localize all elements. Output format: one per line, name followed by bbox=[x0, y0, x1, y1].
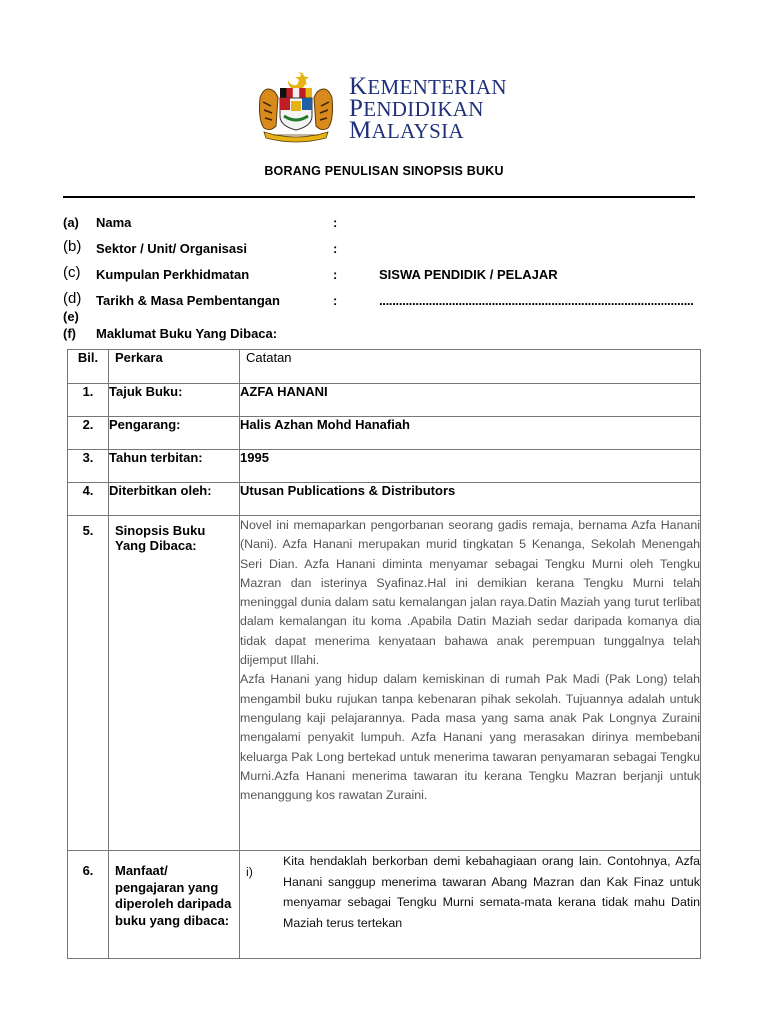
benefit-paragraph: Kita hendaklah berkorban demi kebahagiaan orang lain. Contohnya, Azfa Hanani sanggup menerima tawaran Abang Mazran dan Kak Finaz untuk menyamar sebagai Tengku Murni semata-mata kerana tidak mahu Datin Maziah terus tertekan bbox=[283, 854, 700, 930]
malaysia-coat-of-arms-icon bbox=[254, 68, 338, 144]
field-colon: : bbox=[333, 241, 338, 256]
synopsis-paragraph: Azfa Hanani yang hidup dalam kemiskinan di rumah Pak Madi (Pak Long) telah mengambil buku rujukan tanpa kebenaran pihak sekolah. Tujuannya adalah untuk mengulang kaji pelajarannya. Pada masa yang sama anak Pak Longnya Zuraini mengalami penyakit lumpuh. Azfa Hanani yang merasakan dirinya membebani keluarga Pak Long bertekad untuk menerima tawaran penyamaran sebagai Tengku Murni.Azfa Hanani menerima tawaran itu kerana Tengku Mazran berjanji untuk menanggung kos rawatan Zuraini. bbox=[240, 672, 700, 803]
row-label: Pengarang: bbox=[109, 417, 240, 450]
ministry-line1: KEMENTERIAN bbox=[349, 73, 507, 100]
row-label: Tajuk Buku: bbox=[109, 384, 240, 417]
row-number: 1. bbox=[68, 384, 109, 417]
row-value[interactable]: Halis Azhan Mohd Hanafiah bbox=[240, 417, 701, 450]
table-header-row bbox=[68, 350, 701, 384]
row-label: Tahun terbitan: bbox=[109, 450, 240, 483]
row-number: 2. bbox=[68, 417, 109, 450]
field-colon: : bbox=[333, 267, 338, 282]
header-perkara: Perkara bbox=[109, 350, 240, 384]
field-letter: (f) bbox=[63, 326, 76, 341]
benefit-numeral: i) bbox=[246, 865, 253, 879]
field-value[interactable]: ............................................................................................... bbox=[379, 293, 694, 308]
field-letter: (c) bbox=[63, 264, 81, 281]
row-label: Sinopsis Buku Yang Dibaca: bbox=[109, 516, 240, 851]
table-row bbox=[68, 483, 701, 516]
row-number: 5. bbox=[68, 516, 109, 851]
row-value[interactable]: 1995 bbox=[240, 450, 701, 483]
table-row bbox=[68, 450, 701, 483]
field-label: Kumpulan Perkhidmatan bbox=[96, 267, 250, 282]
table-row bbox=[68, 384, 701, 417]
ministry-name bbox=[349, 73, 507, 144]
field-label: Sektor / Unit/ Organisasi bbox=[96, 241, 247, 256]
field-letter: (a) bbox=[63, 215, 79, 230]
synopsis-paragraph: Novel ini memaparkan pengorbanan seorang gadis remaja, bernama Azfa Hanani (Nani). Azfa Hanani merupakan murid tingkatan 5 Kenanga, Sekolah Menengah Seri Dian. Azfa Hanani diminta menyamar sebagai Tengku Murni oleh Tengku Mazran dan isterinya Syafinaz.Hal ini demikian kerana Tengku Murni telah meninggal dunia dalam satu kemalangan jalan raya.Datin Maziah yang turut terlibat dalam kemalangan itu koma .Apabila Datin Maziah sedar daripada komanya dia tidak dapat menerima kenyataan bahawa anak perempuan tunggalnya telah dijemput Illahi. bbox=[240, 518, 700, 668]
field-label: Nama bbox=[96, 215, 132, 230]
field-letter: (e) bbox=[63, 309, 79, 324]
title-divider bbox=[63, 196, 695, 198]
field-letter: (d) bbox=[63, 290, 82, 307]
synopsis-text[interactable] bbox=[240, 516, 701, 851]
ministry-line2: PENDIDIKAN bbox=[349, 95, 484, 122]
row-value[interactable]: Utusan Publications & Distributors bbox=[240, 483, 701, 516]
field-colon: : bbox=[333, 215, 338, 230]
row-label: Diterbitkan oleh: bbox=[109, 483, 240, 516]
row-number: 3. bbox=[68, 450, 109, 483]
header-catatan: Catatan bbox=[240, 350, 701, 384]
row-label: Manfaat/ pengajaran yang diperoleh daripada buku yang dibaca: bbox=[109, 851, 240, 959]
field-label: Tarikh & Masa Pembentangan bbox=[96, 293, 280, 308]
row-value[interactable]: AZFA HANANI bbox=[240, 384, 701, 417]
benefit-row bbox=[68, 851, 701, 959]
field-label: Maklumat Buku Yang Dibaca: bbox=[96, 326, 278, 341]
field-letter: (b) bbox=[63, 238, 82, 255]
row-number: 6. bbox=[68, 851, 109, 959]
header-bil: Bil. bbox=[68, 350, 109, 384]
row-number: 4. bbox=[68, 483, 109, 516]
field-value[interactable]: SISWA PENDIDIK / PELAJAR bbox=[379, 267, 558, 282]
synopsis-row bbox=[68, 516, 701, 851]
field-colon: : bbox=[333, 293, 338, 308]
book-info-table bbox=[67, 349, 701, 959]
ministry-line3: MALAYSIA bbox=[349, 117, 464, 144]
table-row bbox=[68, 417, 701, 450]
form-title: BORANG PENULISAN SINOPSIS BUKU bbox=[264, 164, 504, 178]
benefit-text[interactable] bbox=[240, 851, 701, 959]
